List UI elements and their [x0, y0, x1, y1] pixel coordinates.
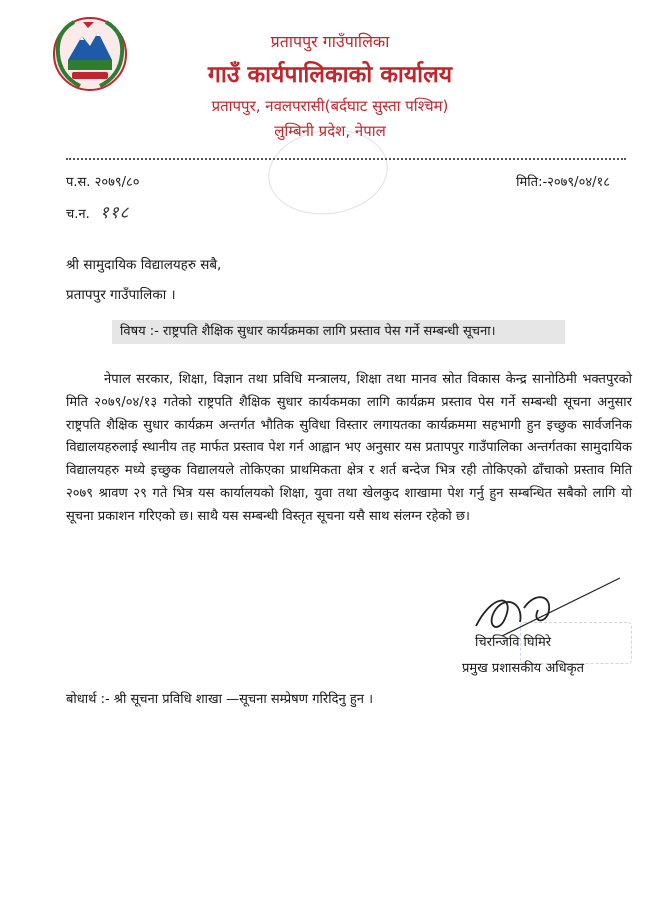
letterhead-divider [66, 158, 626, 160]
copy-to-note: बोधार्थ :- श्री सूचना प्रविधि शाखा —सूचना सम्प्रेषण गरिदिनु हुन । [66, 692, 374, 707]
letter-subject: विषय :- राष्ट्रपति शैक्षिक सुधार कार्यक्रमका लागि प्रस्ताव पेस गर्ने सम्बन्धी सूचना। [112, 320, 565, 344]
letter-date: मिति:-२०७९/०४/१८ [516, 175, 610, 190]
letter-body: नेपाल सरकार, शिक्षा, विज्ञान तथा प्रविधि मन्त्रालय, शिक्षा तथा मानव स्रोत विकास केन्द्र सानोठिमी भक्तपुरको मिति २०७९/०४/१३ गतेको राष्ट्रपति शैक्षिक सुधार कार्यकमका लागि कार्यक्रम प्रस्ताव पेस गर्ने सम्बन्धी सूचना अनुसार राष्ट्रपति शैक्षिक सुधार कार्यक्रम अन्तर्गत भौतिक सुविधा विस्तार लगायतका कार्यक्रममा सहभागी हुन इच्छुक सार्वजनिक विद्यालयहरुलाई स्थानीय तह मार्फत प्रस्ताव पेश गर्न आह्वान भए अनुसार यस प्रतापपुर गाउँपालिका अन्तर्गतका सामुदायिक विद्यालयहरु मध्ये इच्छुक विद्यालयले तोकिएका प्राथमिकता क्षेत्र र शर्त बन्देज भित्र रही तोकिएको ढाँचाको प्रस्ताव मिति २०७९ श्रावण २९ गते भित्र यस कार्यालयको शिक्षा, युवा तथा खेलकुद शाखामा पेश गर्नु हुन सम्बन्धित सबैको लागि यो सूचना प्रकाशन गरिएको छ। साथै यस सम्बन्धी विस्तृत सूचना यसै साथ संलग्न रहेको छ। [66, 372, 632, 524]
office-name: गाउँ कार्यपालिकाको कार्यालय [207, 62, 453, 88]
dispatch-number-label: च.न. [66, 207, 90, 222]
office-location: प्रतापपुर, नवलपरासी(बर्दघाट सुस्ता पश्चिम) [211, 97, 449, 115]
dispatch-number-value: ११८ [99, 203, 130, 223]
nepal-emblem-icon [50, 14, 130, 94]
recipient-line-2: प्रतापपुर गाउँपालिका । [66, 287, 176, 303]
recipient-line-1: श्री सामुदायिक विद्यालयहरु सबै, [66, 257, 222, 273]
dispatch-number [66, 200, 129, 223]
letter-reference-number: प.स. २०७९/८० [66, 175, 140, 190]
office-province: लुम्बिनी प्रदेश, नेपाल [274, 122, 386, 140]
signatory-name: चिरन्जिवि घिमिरे [475, 635, 552, 650]
rural-municipality-name: प्रतापपुर गाउँपालिका [270, 32, 390, 51]
signatory-title: प्रमुख प्रशासकीय अधिकृत [462, 661, 585, 676]
